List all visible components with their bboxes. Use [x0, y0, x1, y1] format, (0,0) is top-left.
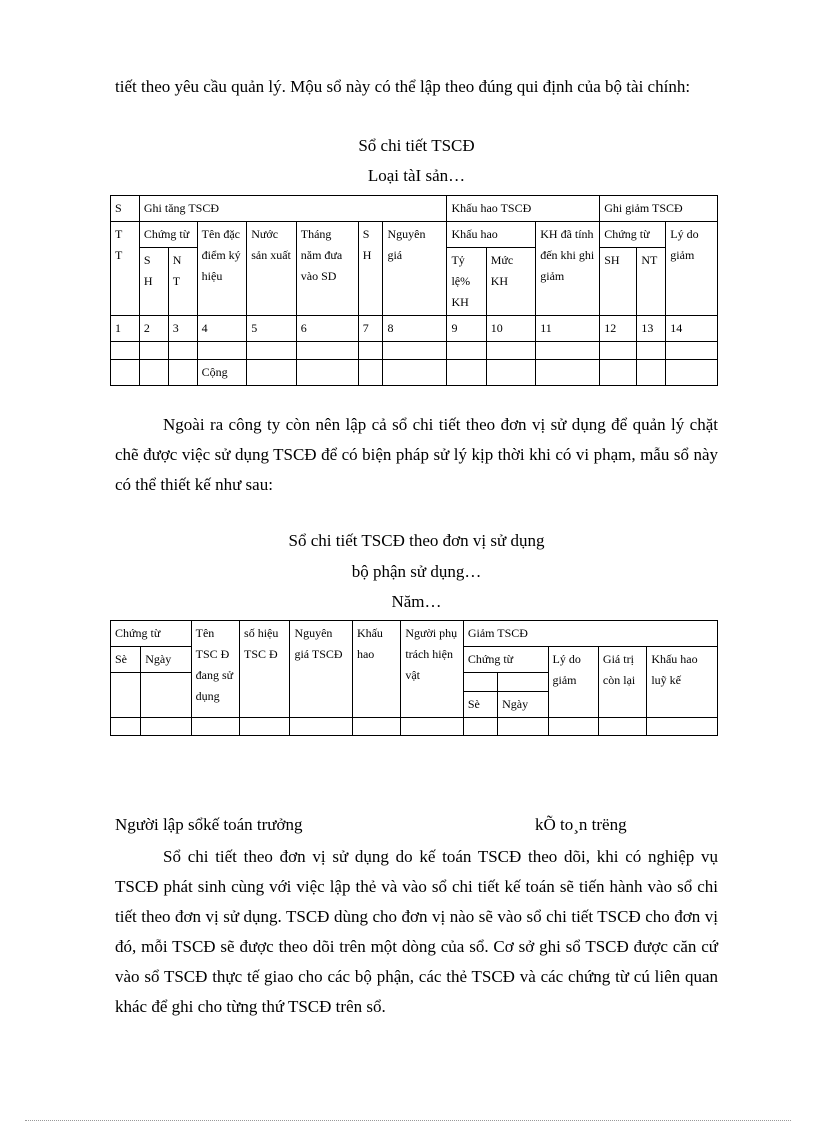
col-num: 7	[358, 316, 383, 342]
t2-header-giam: Giảm TSCĐ	[463, 621, 717, 647]
header-stt: T T	[111, 222, 140, 316]
table1-title: Sổ chi tiết TSCĐ	[358, 136, 475, 155]
table1-fixed-asset-detail	[110, 195, 718, 386]
page-border-dots	[25, 1120, 791, 1121]
header-muc-kh: Mức KH	[486, 248, 536, 316]
t2-header-nguyen-gia: Nguyên giá TSCĐ	[290, 621, 353, 718]
header-sh-sub: S H	[139, 248, 168, 316]
col-num: 12	[600, 316, 637, 342]
table-row	[111, 342, 718, 360]
t2-header-ten: Tên TSC Đ đang sử dụng	[191, 621, 239, 718]
col-num: 3	[168, 316, 197, 342]
header-chung-tu: Chứng từ	[139, 222, 197, 248]
signature-left: Người lập sổkế toán trưởng	[115, 815, 303, 834]
col-num: 8	[383, 316, 447, 342]
t2-header-so-2: Sè	[463, 692, 497, 718]
header-sh2: SH	[600, 248, 637, 316]
table1-subtitle: Loại tàI sản…	[367, 166, 466, 185]
header-sh: S H	[358, 222, 383, 316]
col-num: 11	[536, 316, 600, 342]
table2-title: Sổ chi tiết TSCĐ theo đơn vị sử dụng	[288, 531, 545, 550]
intro-paragraph: tiết theo yêu cầu quản lý. Mộu sổ này có thể lập theo đúng qui định của bộ tài chính:	[115, 77, 691, 96]
header-ly-do: Lý do giảm	[666, 222, 718, 316]
table-row	[111, 316, 718, 342]
t2-header-khau-hao: Khấu hao	[352, 621, 400, 718]
col-num: 10	[486, 316, 536, 342]
t2-header-chung-tu: Chứng từ	[111, 621, 192, 647]
header-nuoc: Nước sản xuất	[247, 222, 297, 316]
t2-header-chung-tu-2: Chứng từ	[463, 647, 548, 673]
header-ten: Tên đặc điểm ký hiệu	[197, 222, 247, 316]
paragraph-3: Sổ chi tiết theo đơn vị sử dụng do kế toán TSCĐ theo dõi, khi có nghiệp vụ TSCĐ phát sinh cùng với việc lập thẻ và vào sổ chi tiết kế toán sẽ tiến hành vào sổ chi tiết theo đơn vị sử dụng. TSCĐ dùng cho đơn vị nào sẽ vào sổ chi tiết TSCĐ cho đơn vị đó, mỗi TSCĐ sẽ được theo dõi trên một dòng của sổ. Cơ sở ghi sổ TSCĐ được căn cứ vào sổ TSCĐ thực tế giao cho các bộ phận, các thẻ TSCĐ và các chứng từ cú liên quan khác để ghi cho từng thứ TSCĐ trên sổ.	[115, 847, 718, 1016]
signature-right: kÕ to¸n trëng	[535, 815, 627, 834]
col-num: 2	[139, 316, 168, 342]
t2-header-nguoi: Người phụ trách hiện vật	[401, 621, 464, 718]
header-chung-tu-2: Chứng từ	[600, 222, 666, 248]
table-row	[111, 718, 718, 736]
t2-header-ly-do: Lý do giảm	[548, 647, 598, 718]
header-nguyen-gia: Nguyên giá	[383, 222, 447, 316]
header-kh: Khấu hao	[447, 222, 536, 248]
table2-subtitle: bộ phận sử dụng…	[351, 562, 482, 581]
table2-year: Năm…	[391, 592, 442, 611]
header-ghi-giam: Ghi giảm TSCĐ	[600, 196, 718, 222]
header-ty-le: Tỷ lệ% KH	[447, 248, 486, 316]
col-num: 4	[197, 316, 247, 342]
t2-header-ngay: Ngày	[141, 647, 191, 673]
t2-header-so-hieu: số hiệu TSC Đ	[240, 621, 290, 718]
t2-header-so: Sè	[111, 647, 141, 673]
table2-unit-detail	[110, 620, 718, 736]
header-khau-hao: Khấu hao TSCĐ	[447, 196, 600, 222]
header-ghi-tang: Ghi tăng TSCĐ	[139, 196, 447, 222]
t2-header-gia-tri: Giá trị còn lại	[598, 647, 646, 718]
col-num: 13	[637, 316, 666, 342]
col-num: 14	[666, 316, 718, 342]
col-num: 1	[111, 316, 140, 342]
header-kh-da-tinh: KH đã tính đến khi ghi giảm	[536, 222, 600, 316]
t2-header-khlk: Khấu hao luỹ kế	[647, 647, 718, 718]
header-nt2: NT	[637, 248, 666, 316]
header-nt-sub: N T	[168, 248, 197, 316]
col-num: 9	[447, 316, 486, 342]
col-num: 5	[247, 316, 297, 342]
table-row	[111, 360, 718, 386]
t2-header-ngay-2: Ngày	[498, 692, 548, 718]
total-label: Cộng	[197, 360, 247, 386]
paragraph-2: Ngoài ra công ty còn nên lập cả sổ chi tiết theo đơn vị sử dụng để quản lý chặt chẽ được việc sử dụng TSCĐ để có biện pháp sử lý kịp thời khi có vi phạm, mẫu sổ này có thể thiết kế như sau:	[115, 415, 718, 494]
header-stt-top: S	[111, 196, 140, 222]
header-thang: Tháng năm đưa vào SD	[296, 222, 358, 316]
col-num: 6	[296, 316, 358, 342]
